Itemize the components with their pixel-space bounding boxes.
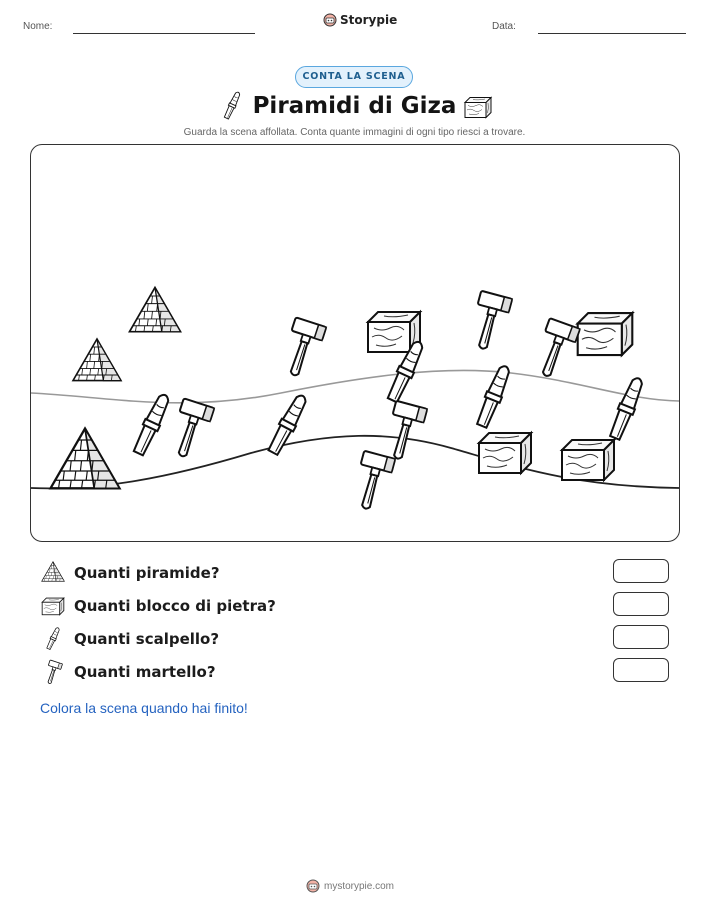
- question-text: Quanti martello?: [74, 663, 216, 681]
- chisel-icon: [607, 375, 646, 440]
- chisel-icon: [266, 392, 310, 456]
- scene-panel: [30, 144, 680, 542]
- pyramid-icon: [130, 288, 181, 332]
- question-row-chisel: [40, 626, 219, 652]
- date-line[interactable]: [538, 33, 686, 34]
- hammer-icon: [531, 318, 580, 381]
- answer-box-pyramid[interactable]: [613, 559, 669, 583]
- brand-name: Storypie: [340, 13, 398, 27]
- page-title: Piramidi di Giza: [252, 93, 457, 119]
- pyramid-icon: [73, 339, 121, 381]
- hammer-icon: [167, 398, 215, 461]
- question-row-pyramid: [40, 560, 220, 586]
- stone-block-icon: [40, 593, 66, 619]
- question-row-hammer: [40, 659, 216, 685]
- question-row-stone-block: [40, 593, 276, 619]
- pyramid-icon: [51, 429, 120, 489]
- site-footer: [306, 879, 394, 893]
- hammer-icon: [350, 451, 395, 513]
- page-subtitle: Guarda la scena affollata. Conta quante immagini di ogni tipo riesci a trovare.: [183, 127, 526, 138]
- date-label: Data:: [492, 21, 516, 32]
- chisel-icon: [40, 626, 66, 652]
- hammer-icon: [279, 317, 327, 380]
- storypie-mascot-icon: [306, 879, 320, 893]
- answer-box-stone-block[interactable]: [613, 592, 669, 616]
- footer-instruction: Colora la scena quando hai finito!: [40, 700, 248, 716]
- name-line[interactable]: [73, 33, 255, 34]
- question-text: Quanti blocco di pietra?: [74, 597, 276, 615]
- hammer-icon: [467, 291, 512, 353]
- question-text: Quanti piramide?: [74, 564, 220, 582]
- pyramid-icon: [40, 560, 66, 586]
- brand-logo: [323, 13, 397, 27]
- question-text: Quanti scalpello?: [74, 630, 220, 648]
- answer-box-chisel[interactable]: [613, 625, 669, 649]
- stone-block-icon: [461, 95, 495, 119]
- hammer-icon: [382, 401, 427, 463]
- stone-block-icon: [562, 440, 614, 480]
- storypie-mascot-icon: [323, 13, 337, 27]
- answer-box-hammer[interactable]: [613, 658, 669, 682]
- hammer-icon: [40, 659, 66, 685]
- site-url[interactable]: mystorypie.com: [324, 880, 395, 892]
- dune-back: [31, 370, 680, 402]
- stone-block-icon: [578, 313, 633, 355]
- scene-illustration: [31, 145, 680, 542]
- name-label: Nome:: [23, 21, 53, 32]
- section-badge: CONTA LA SCENA: [295, 66, 413, 88]
- chisel-icon: [474, 363, 513, 428]
- stone-block-icon: [479, 433, 531, 473]
